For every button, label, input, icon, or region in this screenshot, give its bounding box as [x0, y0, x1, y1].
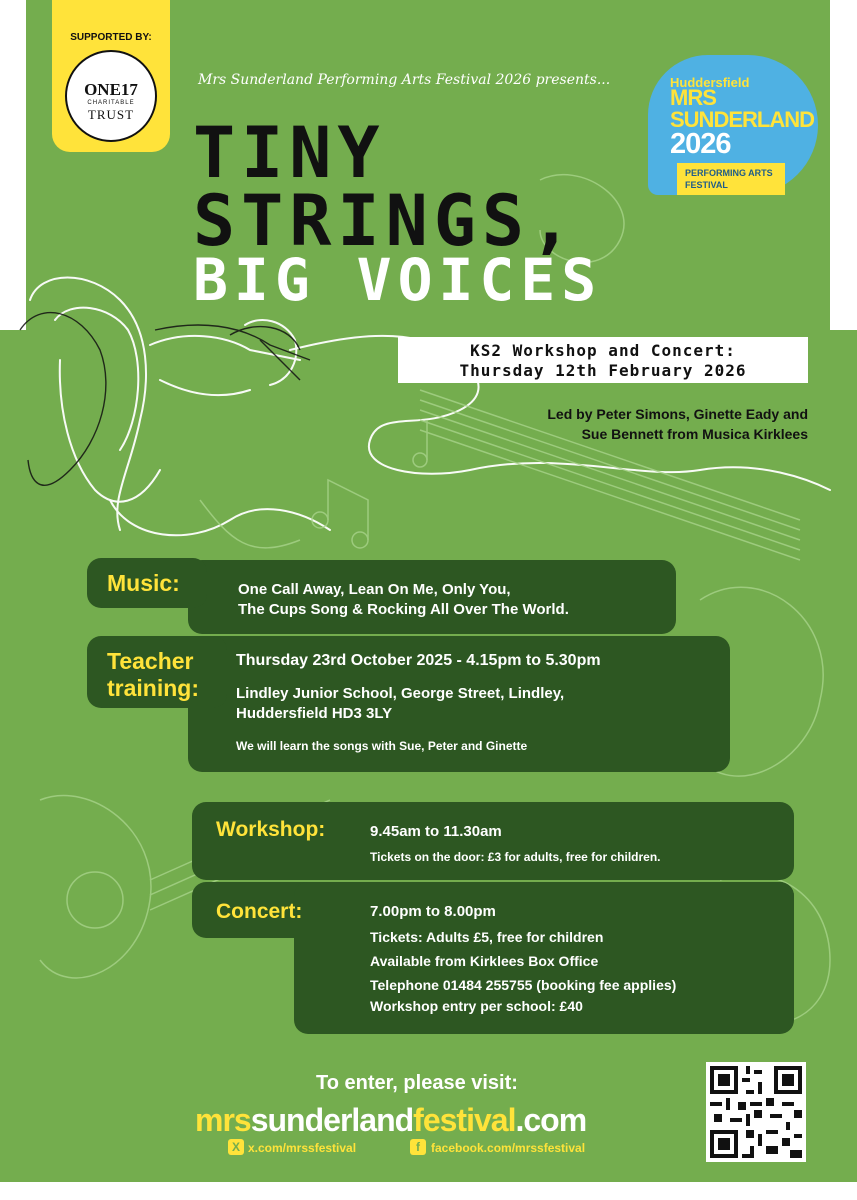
teacher-training-date: Thursday 23rd October 2025 - 4.15pm to 5.30pm — [236, 652, 601, 669]
workshop-time: 9.45am to 11.30am — [370, 823, 502, 840]
led-by-line-2: Sue Bennett from Musica Kirklees — [581, 426, 808, 442]
x-handle-link[interactable]: x.com/mrssfestival — [248, 1141, 357, 1155]
concert-time: 7.00pm to 8.00pm — [370, 903, 496, 920]
event-date-box — [398, 337, 808, 383]
right-green-extension — [830, 330, 857, 1190]
concert-tickets: Tickets: Adults £5, free for children — [370, 929, 604, 945]
festival-website-link[interactable] — [195, 1102, 586, 1139]
logo-name-top: ONE17 — [84, 80, 138, 99]
facebook-handle-link[interactable]: facebook.com/mrssfestival — [431, 1141, 586, 1155]
event-line-2: Thursday 12th February 2026 — [459, 361, 747, 380]
logo-line2: SUNDERLAND — [670, 107, 814, 132]
logo-year: 2026 — [670, 128, 731, 160]
supporter-tab — [52, 0, 170, 152]
music-label-text: Music: — [107, 570, 180, 596]
led-by-line-1: Led by Peter Simons, Ginette Eady and — [547, 406, 808, 422]
music-songs-line-1: One Call Away, Lean On Me, Only You, — [238, 581, 511, 598]
title-line-1: TINY — [193, 112, 386, 194]
logo-tag-line2: FESTIVAL — [685, 180, 728, 190]
concert-availability: Available from Kirklees Box Office — [370, 953, 599, 969]
teacher-label-line-2: training: — [107, 675, 199, 701]
title-line-2: STRINGS, — [193, 180, 579, 262]
url-part-a: mrs — [195, 1102, 251, 1138]
logo-tag-line1: PERFORMING ARTS — [685, 168, 773, 178]
presents-line: Mrs Sunderland Performing Arts Festival 2026 presents... — [198, 72, 611, 88]
teacher-label-line-1: Teacher — [107, 648, 194, 674]
url-part-b: sunderland — [250, 1102, 414, 1138]
enter-heading: To enter, please visit: — [316, 1072, 518, 1094]
qr-code[interactable] — [706, 1062, 806, 1162]
concert-label: Concert: — [216, 900, 303, 923]
music-songs-line-2: The Cups Song & Rocking All Over The World. — [238, 601, 569, 618]
logo-name-bottom: TRUST — [87, 107, 135, 122]
event-line-1: KS2 Workshop and Concert: — [470, 341, 736, 360]
led-by — [448, 404, 808, 444]
bottom-margin — [0, 1182, 857, 1200]
music-label — [87, 558, 207, 608]
left-green-extension — [0, 330, 26, 1190]
teacher-training-label — [87, 636, 227, 708]
logo-tag — [677, 163, 785, 195]
concert-entry-fee: Workshop entry per school: £40 — [370, 998, 583, 1014]
teacher-training-note: We will learn the songs with Sue, Peter and Ginette — [236, 739, 528, 753]
concert-phone: Telephone 01484 255755 (booking fee applies) — [370, 977, 677, 993]
logo-name-mid: CHARITABLE — [87, 100, 135, 106]
workshop-tickets: Tickets on the door: £3 for adults, free for children. — [370, 850, 661, 864]
logo-line1: MRS — [670, 85, 716, 110]
left-margin — [0, 0, 26, 330]
facebook-logo-icon: f — [410, 1139, 426, 1155]
url-part-c: festival — [413, 1102, 516, 1138]
title-line-3: BIG VOICES — [193, 246, 603, 314]
x-logo-icon: X — [228, 1139, 244, 1155]
one17-charitable-trust-logo — [65, 50, 157, 142]
teacher-training-address-1: Lindley Junior School, George Street, Lindley, — [236, 685, 565, 702]
supporter-heading: SUPPORTED BY: — [70, 32, 152, 43]
logo-place: Huddersfield — [670, 75, 750, 90]
teacher-training-address-2: Huddersfield HD3 3LY — [236, 705, 393, 722]
workshop-label: Workshop: — [216, 818, 326, 841]
url-part-d: .com — [515, 1102, 587, 1138]
